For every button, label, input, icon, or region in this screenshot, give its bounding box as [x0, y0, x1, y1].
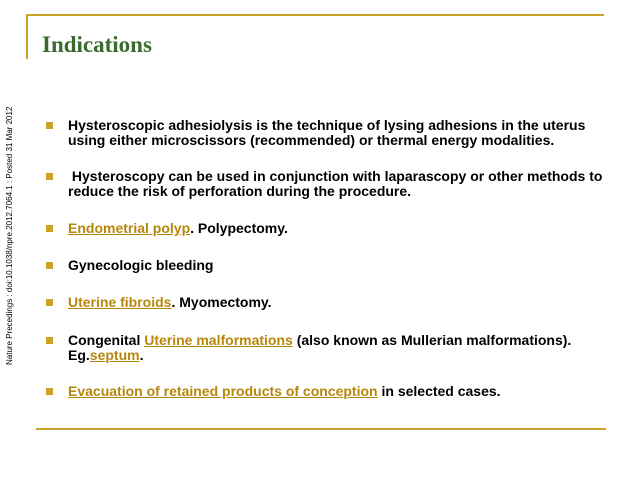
bullet-text: [68, 295, 618, 310]
square-bullet-icon: [46, 122, 53, 129]
bullet-suffix: . Polypectomy.: [190, 220, 288, 236]
side-note: Nature Precedings : doi:10.1038/npre.2012.7064.1 : Posted 31 Mar 2012: [5, 106, 14, 365]
list-item: [46, 384, 621, 399]
list-item: [46, 333, 621, 363]
list-item: [46, 295, 621, 310]
bullet-middle: (also known as Mullerian malformations). Eg.: [68, 332, 576, 363]
list-item: [46, 221, 621, 236]
square-bullet-icon: [46, 173, 53, 180]
square-bullet-icon: [46, 299, 53, 306]
list-item: [46, 169, 621, 199]
endometrial-polyp-link[interactable]: Endometrial polyp: [68, 220, 191, 236]
slide-title: Indications: [42, 32, 152, 57]
left-rule: [26, 14, 28, 59]
bullet-text: [68, 221, 618, 236]
septum-link[interactable]: septum: [89, 347, 140, 363]
list-item: [46, 258, 621, 273]
bullet-suffix: in selected cases.: [377, 383, 501, 399]
bullet-prefix: Congenital: [68, 332, 145, 348]
bullet-text: Hysteroscopy can be used in conjunction with laparascopy or other methods to reduce the risk of perforation during the procedure.: [68, 168, 607, 199]
square-bullet-icon: [46, 262, 53, 269]
bullet-text: [68, 384, 618, 399]
bullet-text: Hysteroscopic adhesiolysis is the technique of lysing adhesions in the uterus using either microscissors (recommended) or thermal energy modalities.: [68, 117, 586, 148]
square-bullet-icon: [46, 337, 53, 344]
square-bullet-icon: [46, 388, 53, 395]
bottom-rule: [36, 428, 606, 430]
square-bullet-icon: [46, 225, 53, 232]
bullet-suffix: .: [139, 347, 144, 363]
uterine-fibroids-link[interactable]: Uterine fibroids: [68, 294, 172, 310]
evacuation-link[interactable]: Evacuation of retained products of conception: [68, 383, 378, 399]
bullet-suffix: . Myomectomy.: [171, 294, 272, 310]
top-rule: [26, 14, 604, 16]
list-item: [46, 118, 621, 148]
uterine-malformations-link[interactable]: Uterine malformations: [144, 332, 293, 348]
bullet-list: [46, 118, 621, 399]
bullet-text: [68, 333, 618, 363]
bullet-text: Gynecologic bleeding: [68, 257, 214, 273]
